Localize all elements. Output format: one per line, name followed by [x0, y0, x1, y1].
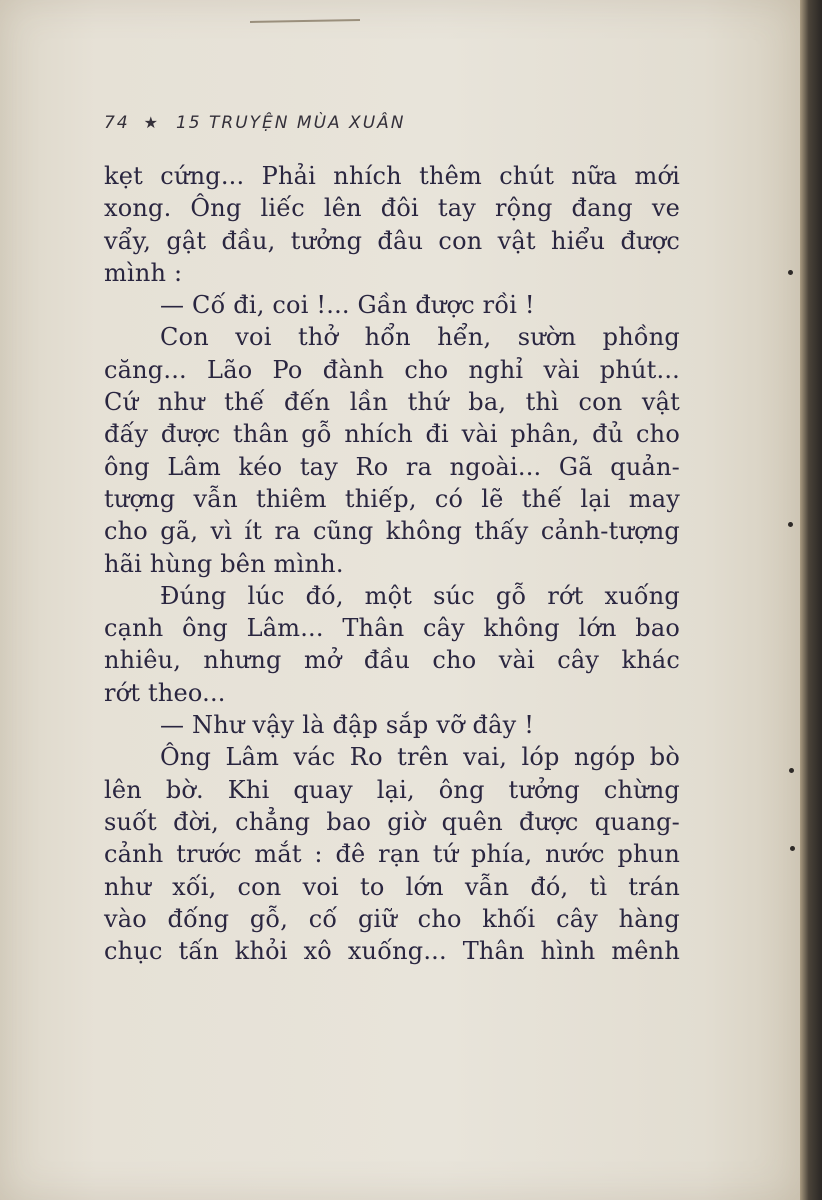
- text-line: vẩy, gật đầu, tưởng đâu con vật hiểu được: [104, 226, 680, 255]
- star-icon: ★: [143, 113, 160, 132]
- body-text: [104, 160, 680, 967]
- dialogue-line: — Cố đi, coi !... Gần được rồi !: [160, 291, 535, 320]
- binding-hole-dot: [790, 846, 795, 851]
- page-number: 74: [104, 113, 130, 133]
- binding-hole-dot: [788, 522, 793, 527]
- paragraph-start: Con voi thở hổn hển, sườn phồng: [160, 323, 680, 352]
- binding-hole-dot: [789, 768, 794, 773]
- text-line: căng... Lão Po đành cho nghỉ vài phút...: [104, 355, 680, 384]
- book-title: 15 TRUYỆN MÙA XUÂN: [175, 113, 406, 133]
- binding-hole-dot: [788, 270, 793, 275]
- text-line: mình :: [104, 258, 183, 287]
- text-line: chục tấn khỏi xô xuống... Thân hình mênh: [104, 937, 680, 966]
- text-line: nhiêu, nhưng mở đầu cho vài cây khác: [104, 646, 680, 675]
- text-line: Cứ như thế đến lần thứ ba, thì con vật: [104, 388, 680, 417]
- text-line: rớt theo...: [104, 678, 226, 707]
- text-line: kẹt cứng... Phải nhích thêm chút nữa mới: [104, 162, 680, 190]
- text-line: xong. Ông liếc lên đôi tay rộng đang ve: [104, 194, 680, 223]
- text-line: đấy được thân gỗ nhích đi vài phân, đủ cho: [104, 420, 680, 449]
- text-line: hãi hùng bên mình.: [104, 549, 344, 578]
- text-line: cho gã, vì ít ra cũng không thấy cảnh-tượng: [104, 517, 680, 546]
- text-line: suốt đời, chẳng bao giờ quên được quang-: [104, 807, 680, 836]
- text-line: ông Lâm kéo tay Ro ra ngoài... Gã quản-: [104, 452, 680, 481]
- text-line: cạnh ông Lâm... Thân cây không lớn bao: [104, 614, 680, 643]
- paper-mark: [250, 19, 360, 23]
- running-header: [104, 113, 405, 133]
- dialogue-line: — Như vậy là đập sắp vỡ đây !: [160, 711, 535, 740]
- book-spine-edge: [800, 0, 822, 1200]
- text-line: như xối, con voi to lớn vẫn đó, tì trán: [104, 872, 680, 901]
- text-line: tượng vẫn thiêm thiếp, có lẽ thế lại may: [104, 484, 680, 513]
- paragraph-start: Ông Lâm vác Ro trên vai, lóp ngóp bò: [160, 743, 680, 772]
- text-line: lên bờ. Khi quay lại, ông tưởng chừng: [104, 775, 680, 804]
- text-line: vào đống gỗ, cố giữ cho khối cây hàng: [104, 904, 680, 933]
- paragraph-start: Đúng lúc đó, một súc gỗ rớt xuống: [160, 581, 680, 610]
- text-line: cảnh trước mắt : đê rạn tứ phía, nước phun: [104, 840, 680, 869]
